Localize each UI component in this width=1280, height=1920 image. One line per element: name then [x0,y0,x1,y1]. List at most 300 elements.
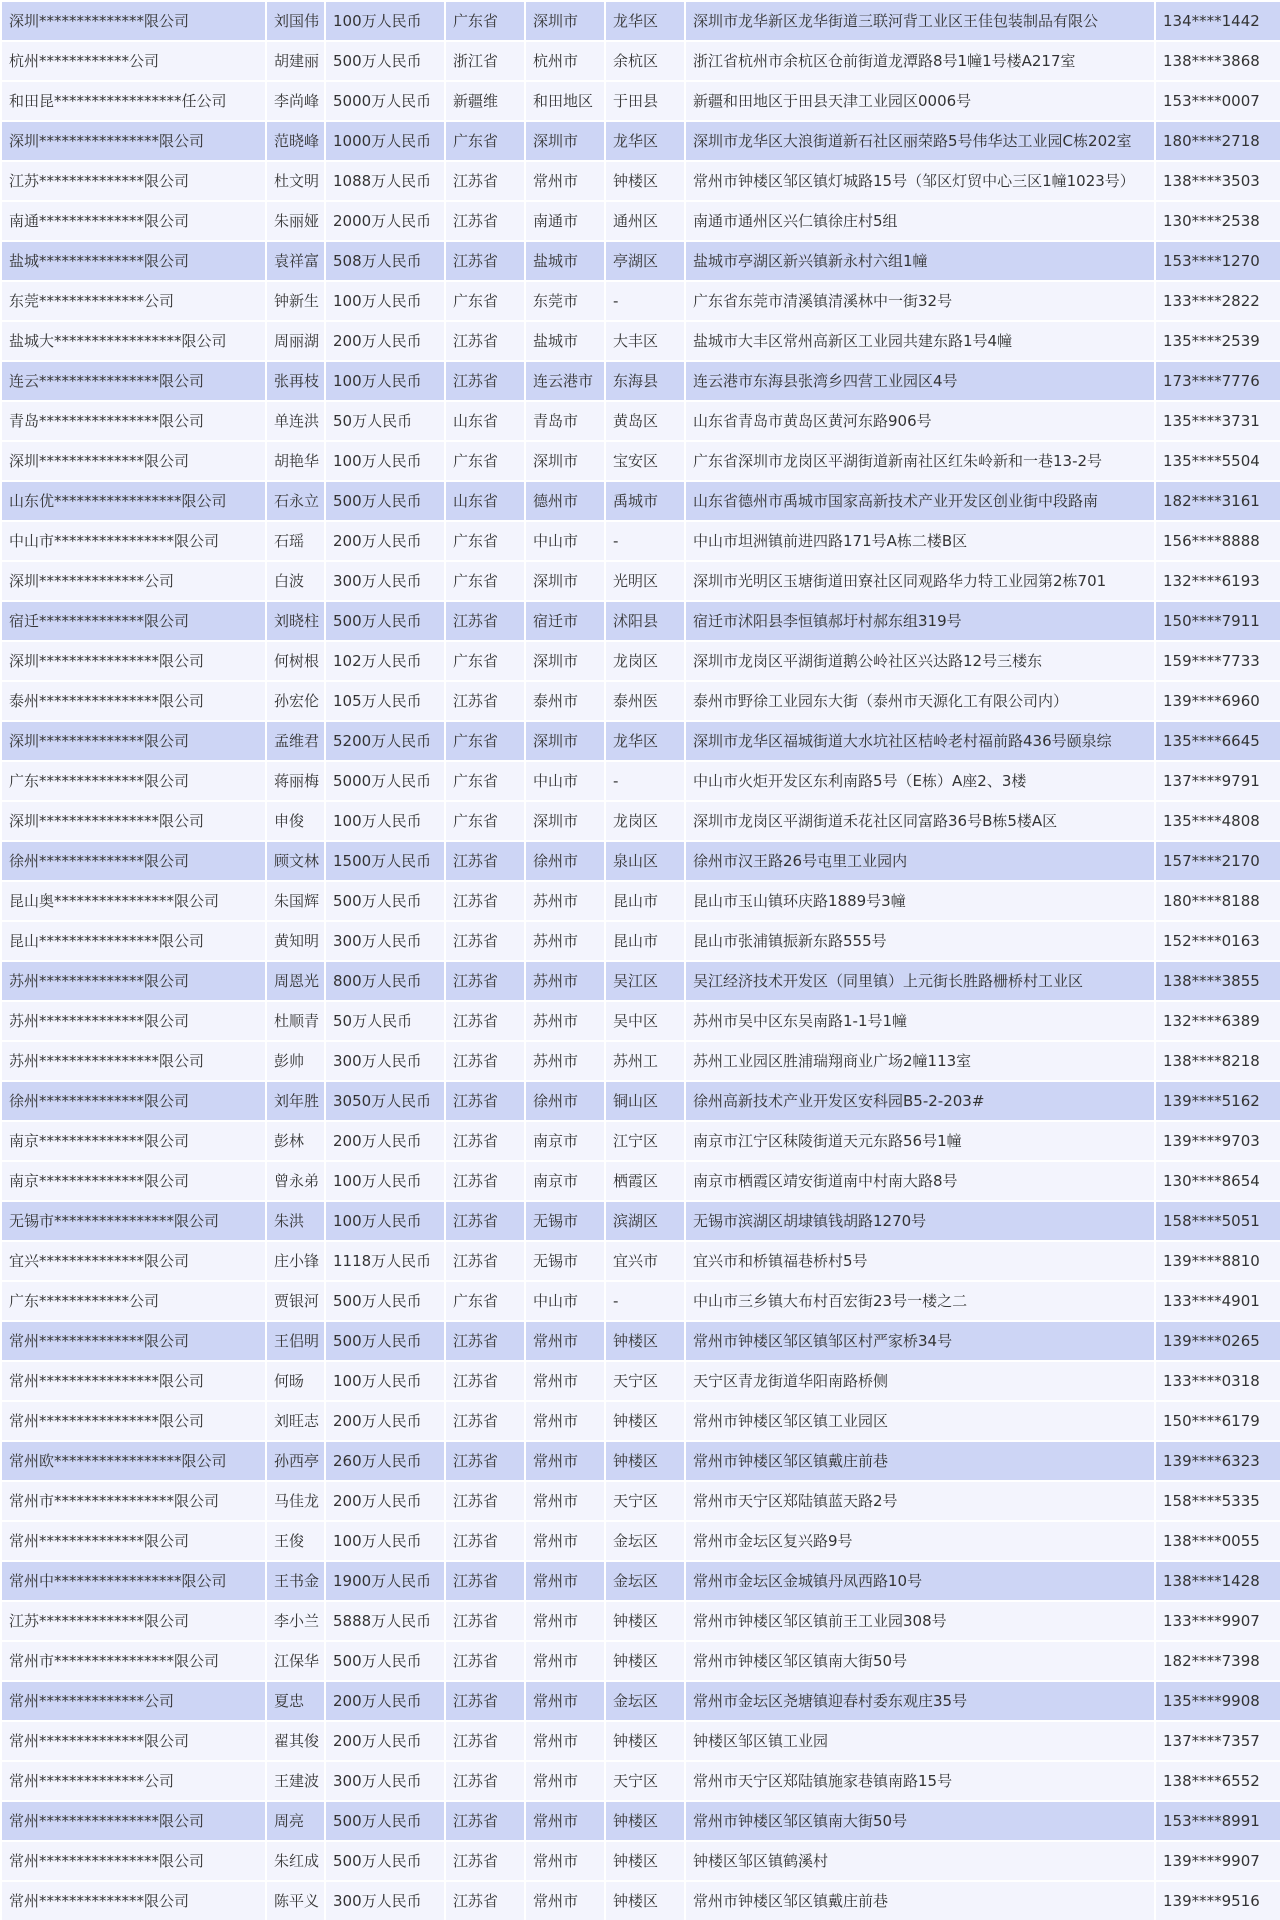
table-row [1,281,1280,321]
address-cell: 盐城市亭湖区新兴镇新永村六组1幢 [685,241,1155,281]
table-row [1,401,1280,441]
registered-capital-cell: 300万人民币 [325,1881,445,1920]
city-cell: 深圳市 [525,1,605,41]
legal-person-cell: 马佳龙 [266,1481,325,1521]
table-row [1,241,1280,281]
table-row [1,161,1280,201]
phone-cell: 138****3855 [1155,961,1280,1001]
province-cell: 江苏省 [445,1441,525,1481]
address-cell: 深圳市光明区玉塘街道田寮社区同观路华力特工业园第2栋701 [685,561,1155,601]
district-cell: 通州区 [605,201,685,241]
table-row [1,1441,1280,1481]
table-row [1,201,1280,241]
company-name-cell: 杭州************公司 [1,41,266,81]
company-name-cell: 连云****************限公司 [1,361,266,401]
company-name-cell: 无锡市****************限公司 [1,1201,266,1241]
legal-person-cell: 石永立 [266,481,325,521]
registered-capital-cell: 1900万人民币 [325,1561,445,1601]
phone-cell: 138****3503 [1155,161,1280,201]
district-cell: 龙华区 [605,121,685,161]
company-name-cell: 中山市****************限公司 [1,521,266,561]
table-row [1,961,1280,1001]
address-cell: 常州市钟楼区邹区镇戴庄前巷 [685,1881,1155,1920]
registered-capital-cell: 300万人民币 [325,1041,445,1081]
province-cell: 江苏省 [445,601,525,641]
address-cell: 南通市通州区兴仁镇徐庄村5组 [685,201,1155,241]
district-cell: - [605,521,685,561]
address-cell: 吴江经济技术开发区（同里镇）上元街长胜路栅桥村工业区 [685,961,1155,1001]
province-cell: 广东省 [445,121,525,161]
address-cell: 常州市钟楼区邹区镇前王工业园308号 [685,1601,1155,1641]
company-name-cell: 常州**************公司 [1,1681,266,1721]
registered-capital-cell: 100万人民币 [325,441,445,481]
district-cell: 钟楼区 [605,1441,685,1481]
province-cell: 新疆维 [445,81,525,121]
phone-cell: 139****5162 [1155,1081,1280,1121]
company-name-cell: 和田昆*****************任公司 [1,81,266,121]
phone-cell: 180****2718 [1155,121,1280,161]
address-cell: 宿迁市沭阳县李恒镇郝圩村郝东组319号 [685,601,1155,641]
district-cell: 于田县 [605,81,685,121]
company-name-cell: 深圳****************限公司 [1,801,266,841]
phone-cell: 137****9791 [1155,761,1280,801]
address-cell: 常州市金坛区复兴路9号 [685,1521,1155,1561]
province-cell: 广东省 [445,641,525,681]
province-cell: 江苏省 [445,1521,525,1561]
phone-cell: 138****8218 [1155,1041,1280,1081]
table-row [1,1841,1280,1881]
phone-cell: 139****9516 [1155,1881,1280,1920]
province-cell: 江苏省 [445,241,525,281]
address-cell: 广东省深圳市龙岗区平湖街道新南社区红朱岭新和一巷13-2号 [685,441,1155,481]
registered-capital-cell: 500万人民币 [325,881,445,921]
legal-person-cell: 李尚峰 [266,81,325,121]
city-cell: 盐城市 [525,241,605,281]
legal-person-cell: 周恩光 [266,961,325,1001]
city-cell: 常州市 [525,1761,605,1801]
company-name-cell: 宜兴**************限公司 [1,1241,266,1281]
phone-cell: 135****5504 [1155,441,1280,481]
table-row [1,801,1280,841]
registered-capital-cell: 500万人民币 [325,601,445,641]
city-cell: 深圳市 [525,801,605,841]
province-cell: 广东省 [445,761,525,801]
city-cell: 苏州市 [525,961,605,1001]
province-cell: 江苏省 [445,361,525,401]
district-cell: 龙华区 [605,721,685,761]
registered-capital-cell: 200万人民币 [325,1721,445,1761]
address-cell: 深圳市龙华区福城街道大水坑社区桔岭老村福前路436号颐泉综 [685,721,1155,761]
city-cell: 泰州市 [525,681,605,721]
city-cell: 深圳市 [525,441,605,481]
table-row [1,1881,1280,1920]
phone-cell: 152****0163 [1155,921,1280,961]
legal-person-cell: 杜文明 [266,161,325,201]
district-cell: 禹城市 [605,481,685,521]
province-cell: 广东省 [445,1,525,41]
address-cell: 常州市天宁区郑陆镇施家巷镇南路15号 [685,1761,1155,1801]
district-cell: 栖霞区 [605,1161,685,1201]
phone-cell: 150****7911 [1155,601,1280,641]
city-cell: 常州市 [525,1841,605,1881]
company-name-cell: 山东优*****************限公司 [1,481,266,521]
company-name-cell: 深圳**************公司 [1,561,266,601]
legal-person-cell: 朱洪 [266,1201,325,1241]
address-cell: 徐州市汉王路26号屯里工业园内 [685,841,1155,881]
table-row [1,681,1280,721]
company-name-cell: 深圳****************限公司 [1,121,266,161]
table-row [1,441,1280,481]
district-cell: 江宁区 [605,1121,685,1161]
legal-person-cell: 彭帅 [266,1041,325,1081]
province-cell: 广东省 [445,441,525,481]
district-cell: 钟楼区 [605,1841,685,1881]
registered-capital-cell: 100万人民币 [325,1521,445,1561]
phone-cell: 158****5051 [1155,1201,1280,1241]
district-cell: 天宁区 [605,1361,685,1401]
phone-cell: 153****0007 [1155,81,1280,121]
district-cell: 吴江区 [605,961,685,1001]
district-cell: 天宁区 [605,1761,685,1801]
district-cell: 黄岛区 [605,401,685,441]
district-cell: 昆山市 [605,881,685,921]
company-name-cell: 宿迁**************限公司 [1,601,266,641]
legal-person-cell: 胡艳华 [266,441,325,481]
phone-cell: 139****9703 [1155,1121,1280,1161]
legal-person-cell: 周亮 [266,1801,325,1841]
phone-cell: 135****3731 [1155,401,1280,441]
company-name-cell: 苏州**************限公司 [1,961,266,1001]
registered-capital-cell: 200万人民币 [325,1121,445,1161]
company-name-cell: 泰州****************限公司 [1,681,266,721]
district-cell: 宝安区 [605,441,685,481]
city-cell: 无锡市 [525,1201,605,1241]
phone-cell: 138****3868 [1155,41,1280,81]
legal-person-cell: 王书金 [266,1561,325,1601]
company-name-cell: 广东**************限公司 [1,761,266,801]
district-cell: - [605,761,685,801]
province-cell: 江苏省 [445,1681,525,1721]
company-name-cell: 深圳**************限公司 [1,1,266,41]
company-name-cell: 江苏**************限公司 [1,1601,266,1641]
table-row [1,1801,1280,1841]
address-cell: 无锡市滨湖区胡埭镇钱胡路1270号 [685,1201,1155,1241]
company-name-cell: 南京**************限公司 [1,1161,266,1201]
registered-capital-cell: 200万人民币 [325,1681,445,1721]
phone-cell: 133****9907 [1155,1601,1280,1641]
city-cell: 深圳市 [525,121,605,161]
city-cell: 徐州市 [525,1081,605,1121]
registered-capital-cell: 500万人民币 [325,1801,445,1841]
registered-capital-cell: 260万人民币 [325,1441,445,1481]
district-cell: 天宁区 [605,1481,685,1521]
address-cell: 常州市钟楼区邹区镇戴庄前巷 [685,1441,1155,1481]
legal-person-cell: 曾永弟 [266,1161,325,1201]
registered-capital-cell: 50万人民币 [325,1001,445,1041]
district-cell: 泉山区 [605,841,685,881]
province-cell: 浙江省 [445,41,525,81]
registered-capital-cell: 500万人民币 [325,1641,445,1681]
address-cell: 常州市金坛区尧塘镇迎春村委东观庄35号 [685,1681,1155,1721]
phone-cell: 130****2538 [1155,201,1280,241]
company-name-cell: 南京**************限公司 [1,1121,266,1161]
district-cell: 沭阳县 [605,601,685,641]
table-row [1,521,1280,561]
address-cell: 南京市栖霞区靖安街道南中村南大路8号 [685,1161,1155,1201]
address-cell: 南京市江宁区秣陵街道天元东路56号1幢 [685,1121,1155,1161]
phone-cell: 156****8888 [1155,521,1280,561]
registered-capital-cell: 3050万人民币 [325,1081,445,1121]
table-row [1,881,1280,921]
address-cell: 钟楼区邹区镇工业园 [685,1721,1155,1761]
city-cell: 常州市 [525,1561,605,1601]
legal-person-cell: 陈平义 [266,1881,325,1920]
legal-person-cell: 蒋丽梅 [266,761,325,801]
district-cell: 铜山区 [605,1081,685,1121]
province-cell: 江苏省 [445,1361,525,1401]
company-name-cell: 深圳**************限公司 [1,441,266,481]
district-cell: 金坛区 [605,1521,685,1561]
registered-capital-cell: 50万人民币 [325,401,445,441]
legal-person-cell: 张再枝 [266,361,325,401]
table-row [1,1681,1280,1721]
province-cell: 江苏省 [445,1801,525,1841]
legal-person-cell: 翟其俊 [266,1721,325,1761]
table-row [1,1041,1280,1081]
province-cell: 山东省 [445,401,525,441]
city-cell: 常州市 [525,1681,605,1721]
table-row [1,361,1280,401]
phone-cell: 139****9907 [1155,1841,1280,1881]
registered-capital-cell: 105万人民币 [325,681,445,721]
table-row [1,1561,1280,1601]
legal-person-cell: 朱丽娅 [266,201,325,241]
phone-cell: 132****6193 [1155,561,1280,601]
province-cell: 山东省 [445,481,525,521]
phone-cell: 135****9908 [1155,1681,1280,1721]
table-row [1,1121,1280,1161]
table-row [1,1521,1280,1561]
legal-person-cell: 贾银河 [266,1281,325,1321]
table-row [1,1361,1280,1401]
phone-cell: 132****6389 [1155,1001,1280,1041]
district-cell: 钟楼区 [605,1881,685,1920]
city-cell: 深圳市 [525,561,605,601]
address-cell: 浙江省杭州市余杭区仓前街道龙潭路8号1幢1号楼A217室 [685,41,1155,81]
table-row [1,121,1280,161]
address-cell: 中山市火炬开发区东利南路5号（E栋）A座2、3楼 [685,761,1155,801]
province-cell: 江苏省 [445,1121,525,1161]
registered-capital-cell: 100万人民币 [325,1161,445,1201]
table-row [1,1241,1280,1281]
district-cell: 昆山市 [605,921,685,961]
legal-person-cell: 顾文林 [266,841,325,881]
address-cell: 徐州高新技术产业开发区安科园B5-2-203# [685,1081,1155,1121]
phone-cell: 133****2822 [1155,281,1280,321]
province-cell: 广东省 [445,801,525,841]
city-cell: 常州市 [525,1801,605,1841]
legal-person-cell: 庄小锋 [266,1241,325,1281]
province-cell: 江苏省 [445,161,525,201]
phone-cell: 173****7776 [1155,361,1280,401]
table-row [1,1761,1280,1801]
province-cell: 江苏省 [445,681,525,721]
province-cell: 广东省 [445,561,525,601]
city-cell: 常州市 [525,1521,605,1561]
city-cell: 青岛市 [525,401,605,441]
province-cell: 江苏省 [445,1041,525,1081]
district-cell: 吴中区 [605,1001,685,1041]
company-name-cell: 江苏**************限公司 [1,161,266,201]
table-row [1,721,1280,761]
legal-person-cell: 李小兰 [266,1601,325,1641]
company-name-cell: 常州**************限公司 [1,1721,266,1761]
address-cell: 常州市钟楼区邹区镇南大街50号 [685,1641,1155,1681]
city-cell: 中山市 [525,1281,605,1321]
city-cell: 常州市 [525,1401,605,1441]
address-cell: 泰州市野徐工业园东大街（泰州市天源化工有限公司内） [685,681,1155,721]
address-cell: 山东省青岛市黄岛区黄河东路906号 [685,401,1155,441]
city-cell: 连云港市 [525,361,605,401]
address-cell: 常州市金坛区金城镇丹凤西路10号 [685,1561,1155,1601]
city-cell: 常州市 [525,1641,605,1681]
province-cell: 江苏省 [445,1481,525,1521]
province-cell: 江苏省 [445,1081,525,1121]
address-cell: 常州市钟楼区邹区镇灯城路15号（邹区灯贸中心三区1幢1023号） [685,161,1155,201]
table-row [1,641,1280,681]
table-row [1,1721,1280,1761]
city-cell: 常州市 [525,1321,605,1361]
company-name-cell: 昆山****************限公司 [1,921,266,961]
province-cell: 江苏省 [445,1401,525,1441]
address-cell: 盐城市大丰区常州高新区工业园共建东路1号4幢 [685,321,1155,361]
district-cell: 钟楼区 [605,1321,685,1361]
company-name-cell: 盐城**************限公司 [1,241,266,281]
legal-person-cell: 刘年胜 [266,1081,325,1121]
phone-cell: 134****1442 [1155,1,1280,41]
table-row [1,761,1280,801]
legal-person-cell: 白波 [266,561,325,601]
address-cell: 常州市钟楼区邹区镇邹区村严家桥34号 [685,1321,1155,1361]
province-cell: 广东省 [445,281,525,321]
registered-capital-cell: 500万人民币 [325,481,445,521]
legal-person-cell: 刘旺志 [266,1401,325,1441]
address-cell: 常州市天宁区郑陆镇蓝天路2号 [685,1481,1155,1521]
city-cell: 苏州市 [525,921,605,961]
company-name-cell: 东莞**************公司 [1,281,266,321]
table-row [1,481,1280,521]
city-cell: 常州市 [525,1721,605,1761]
city-cell: 杭州市 [525,41,605,81]
company-name-cell: 常州****************限公司 [1,1361,266,1401]
phone-cell: 130****8654 [1155,1161,1280,1201]
phone-cell: 139****0265 [1155,1321,1280,1361]
company-name-cell: 常州****************限公司 [1,1801,266,1841]
registered-capital-cell: 200万人民币 [325,1401,445,1441]
district-cell: 龙岗区 [605,641,685,681]
registered-capital-cell: 100万人民币 [325,1,445,41]
table-row [1,1,1280,41]
city-cell: 东莞市 [525,281,605,321]
district-cell: 宜兴市 [605,1241,685,1281]
registered-capital-cell: 300万人民币 [325,921,445,961]
phone-cell: 137****7357 [1155,1721,1280,1761]
province-cell: 江苏省 [445,841,525,881]
city-cell: 南京市 [525,1121,605,1161]
legal-person-cell: 朱国辉 [266,881,325,921]
company-name-cell: 徐州**************限公司 [1,1081,266,1121]
company-name-cell: 常州**************限公司 [1,1521,266,1561]
province-cell: 江苏省 [445,1201,525,1241]
legal-person-cell: 彭林 [266,1121,325,1161]
district-cell: 钟楼区 [605,1641,685,1681]
address-cell: 中山市三乡镇大布村百宏街23号一楼之二 [685,1281,1155,1321]
address-cell: 昆山市张浦镇振新东路555号 [685,921,1155,961]
city-cell: 徐州市 [525,841,605,881]
table-row [1,321,1280,361]
legal-person-cell: 单连洪 [266,401,325,441]
table-row [1,841,1280,881]
registered-capital-cell: 200万人民币 [325,1481,445,1521]
table-row [1,601,1280,641]
legal-person-cell: 王俊 [266,1521,325,1561]
company-name-cell: 广东************公司 [1,1281,266,1321]
province-cell: 江苏省 [445,1601,525,1641]
city-cell: 苏州市 [525,1001,605,1041]
phone-cell: 159****7733 [1155,641,1280,681]
address-cell: 昆山市玉山镇环庆路1889号3幢 [685,881,1155,921]
city-cell: 常州市 [525,1361,605,1401]
company-name-cell: 昆山奥****************限公司 [1,881,266,921]
registered-capital-cell: 200万人民币 [325,321,445,361]
city-cell: 常州市 [525,1481,605,1521]
district-cell: 金坛区 [605,1561,685,1601]
registered-capital-cell: 5888万人民币 [325,1601,445,1641]
district-cell: 龙华区 [605,1,685,41]
address-cell: 苏州市吴中区东吴南路1-1号1幢 [685,1001,1155,1041]
table-row [1,1161,1280,1201]
registered-capital-cell: 500万人民币 [325,1841,445,1881]
address-cell: 连云港市东海县张湾乡四营工业园区4号 [685,361,1155,401]
city-cell: 德州市 [525,481,605,521]
legal-person-cell: 杜顺青 [266,1001,325,1041]
phone-cell: 158****5335 [1155,1481,1280,1521]
legal-person-cell: 申俊 [266,801,325,841]
legal-person-cell: 胡建丽 [266,41,325,81]
address-cell: 深圳市龙华区大浪街道新石社区丽荣路5号伟华达工业园C栋202室 [685,121,1155,161]
province-cell: 江苏省 [445,881,525,921]
legal-person-cell: 王侣明 [266,1321,325,1361]
city-cell: 中山市 [525,521,605,561]
registered-capital-cell: 5000万人民币 [325,761,445,801]
table-row [1,1321,1280,1361]
company-name-cell: 常州欧*****************限公司 [1,1441,266,1481]
legal-person-cell: 朱红成 [266,1841,325,1881]
district-cell: 钟楼区 [605,1401,685,1441]
phone-cell: 180****8188 [1155,881,1280,921]
registered-capital-cell: 500万人民币 [325,1281,445,1321]
district-cell: 大丰区 [605,321,685,361]
legal-person-cell: 夏忠 [266,1681,325,1721]
legal-person-cell: 江保华 [266,1641,325,1681]
company-name-cell: 苏州**************限公司 [1,1001,266,1041]
province-cell: 广东省 [445,1281,525,1321]
address-cell: 苏州工业园区胜浦瑞翔商业广场2幢113室 [685,1041,1155,1081]
city-cell: 盐城市 [525,321,605,361]
registered-capital-cell: 2000万人民币 [325,201,445,241]
city-cell: 常州市 [525,1881,605,1920]
city-cell: 苏州市 [525,881,605,921]
